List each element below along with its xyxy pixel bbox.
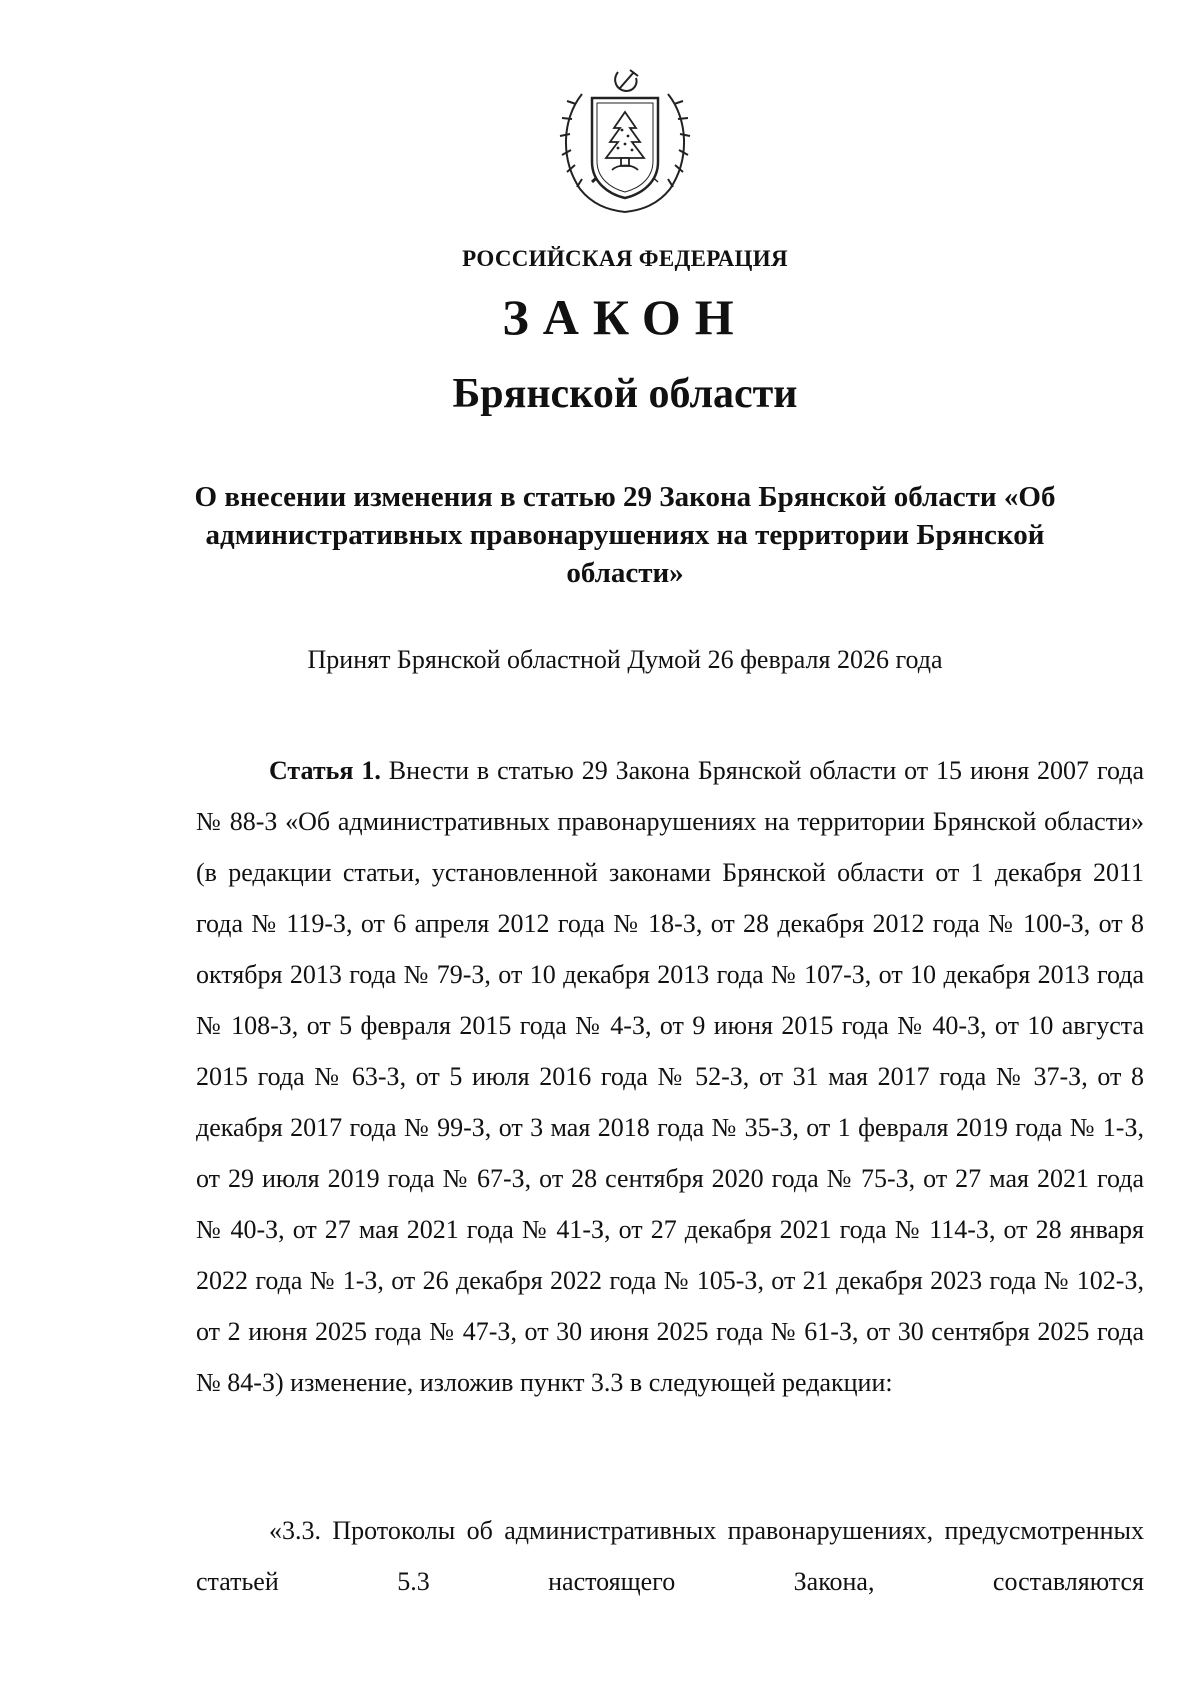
country-heading: РОССИЙСКАЯ ФЕДЕРАЦИЯ [462, 246, 788, 271]
article-text: Внести в статью 29 Закона Брянской области от 15 июня 2007 года № 88-З «Об административных правонарушениях на территории Брянской области» (в редакции статьи, установленной законами Брянской области от 1 декабря 2011 года № 119-З, от 6 апреля 2012 года № 18-З, от 28 декабря 2012 года № 100-З, от 8 октября 2013 года № 79-З, от 10 декабря 2013 года № 107-З, от 10 декабря 2013 года № 108-З, от 5 февраля 2015 года № 4-З, от 9 июня 2015 года № 40-З, от 10 августа 2015 года № 63-З, от 5 июля 2016 года № 52-З, от 31 мая 2017 года № 37-З, от 8 декабря 2017 года № 99-З, от 3 мая 2018 года № 35-З, от 1 февраля 2019 года № 1-З, от 29 июля 2019 года № 67-З, от 28 сентября 2020 года № 75-З, от 27 мая 2021 года № 40-З, от 27 мая 2021 года № 41-З, от 27 декабря 2021 года № 114-З, от 28 января 2022 года № 1-З, от 26 декабря 2022 года № 105-З, от 21 декабря 2023 года № 102-З, от 2 июня 2025 года № 47-З, от 30 июня 2025 года № 61-З, от 30 сентября 2025 года № 84-З) изменение, изложив пункт 3.3 в следующей редакции: [196, 756, 1144, 1397]
quoted-clause-paragraph: «3.3. Протоколы об административных правонарушениях, предусмотренных статьей 5.3 настоящего Закона, составляются [196, 1516, 1144, 1596]
document-type-heading: ЗАКОН [502, 289, 748, 345]
article-label: Статья 1. [269, 756, 381, 785]
article-1-paragraph [196, 745, 1144, 1408]
coat-of-arms-icon [552, 64, 698, 216]
adoption-line: Принят Брянской областной Думой 26 февраля 2026 года [307, 645, 943, 674]
region-heading: Брянской области [452, 371, 798, 417]
law-title: О внесении изменения в статью 29 Закона Брянской области «Об административных правонарушениях на территории Брянской области» [194, 481, 1056, 589]
